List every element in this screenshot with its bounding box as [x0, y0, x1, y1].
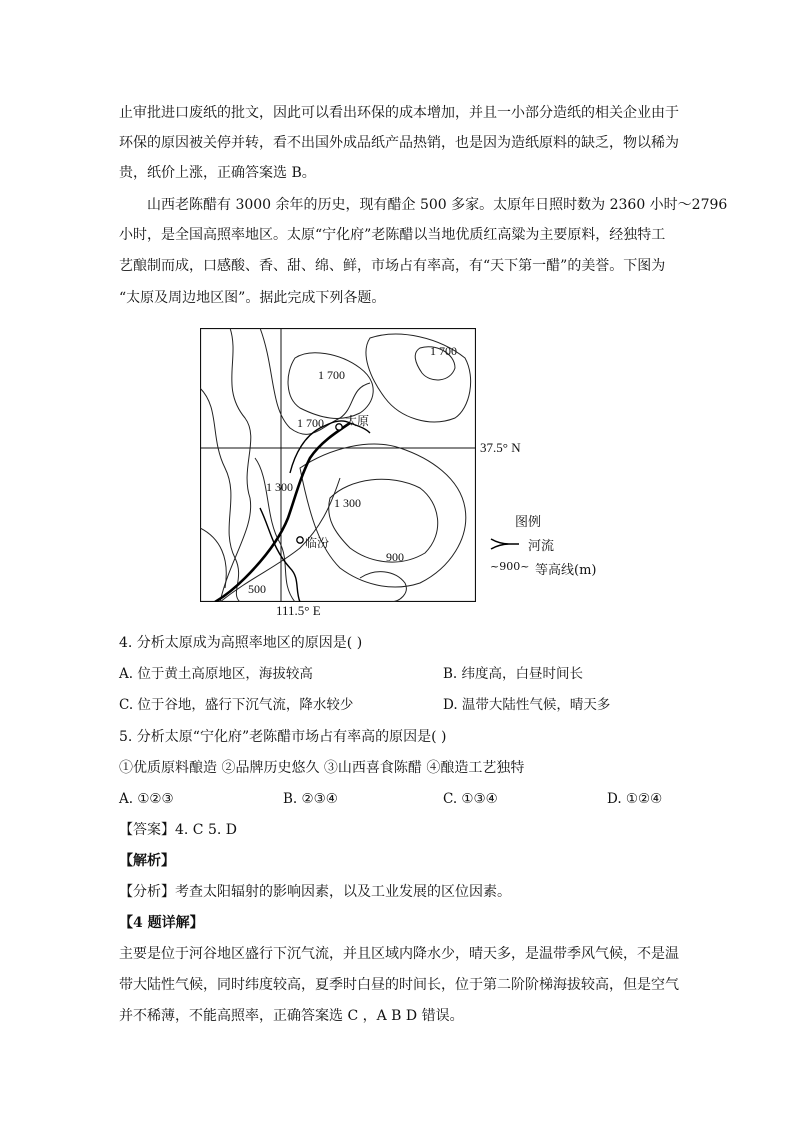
detail-header: 【4 题详解】 [119, 915, 204, 931]
q4-option-c: C. 位于谷地，盛行下沉气流，降水较少 [119, 697, 354, 713]
question-4-stem: 4. 分析太原成为高照率地区的原因是( ) [119, 635, 363, 651]
contour-label: 1 300 [266, 480, 293, 494]
passage-line-3: 艺酿制而成，口感酸、香、甜、绵、鲜，市场占有率高，有“天下第一醋”的美誉。下图为 [119, 258, 666, 274]
contour-label: 500 [248, 582, 266, 596]
city-linfen-label: 临汾 [305, 536, 330, 550]
latitude-label: 37.5° N [480, 440, 521, 455]
legend-title: 图例 [515, 515, 542, 530]
analysis-line: 【分析】考查太阳辐射的影响因素，以及工业发展的区位因素。 [119, 884, 511, 900]
legend-contour-sample: ~900~ [490, 560, 530, 573]
contour-label: 1 300 [334, 496, 361, 510]
intro-line-3: 贵，纸价上涨，正确答案选 B。 [119, 165, 316, 181]
passage-line-2: 小时，是全国高照率地区。太原“宁化府”老陈醋以当地优质红高粱为主要原料，经独特工 [119, 227, 666, 243]
analysis-header: 【解析】 [119, 853, 175, 869]
q5-option-a: A. ①②③ [119, 791, 174, 807]
detail-line-3: 并不稀薄，不能高照率，正确答案选 C ，A B D 错误。 [119, 1008, 464, 1024]
contour-label: 1 700 [430, 344, 457, 358]
contour-label: 900 [386, 550, 404, 564]
river-fen [215, 423, 350, 602]
detail-line-2: 带大陆性气候，同时纬度较高，夏季时白昼的时间长，位于第二阶阶梯海拔较高，但是空气 [119, 977, 679, 993]
q5-option-c: C. ①③④ [443, 791, 498, 807]
legend-river-label: 河流 [528, 539, 555, 554]
contour-label: 1 700 [318, 368, 345, 382]
contour-label: 1 700 [297, 416, 324, 430]
river-legend-icon [490, 537, 520, 551]
answer-line: 【答案】4. C 5. D [119, 822, 238, 838]
intro-line-2: 环保的原因被关停并转，看不出国外成品纸产品热销，也是因为造纸原料的缺乏，物以稀为 [119, 135, 679, 151]
detail-line-1: 主要是位于河谷地区盛行下沉气流，并且区域内降水少，晴天多，是温带季风气候，不是温 [119, 946, 679, 962]
legend-contour-label: 等高线(m) [535, 563, 597, 578]
q4-option-b: B. 纬度高，白昼时间长 [443, 666, 584, 682]
longitude-label: 111.5° E [276, 603, 321, 618]
passage-line-1: 山西老陈醋有 3000 余年的历史，现有醋企 500 多家。太原年日照时数为 2360 小时～2796 [147, 197, 728, 213]
intro-line-1: 止审批进口废纸的批文，因此可以看出环保的成本增加，并且一小部分造纸的相关企业由于 [119, 105, 679, 121]
q4-option-a: A. 位于黄土高原地区，海拔较高 [119, 666, 313, 682]
question-5-items: ①优质原料酿造 ②品牌历史悠久 ③山西喜食陈醋 ④酿造工艺独特 [119, 760, 525, 776]
taiyuan-marker [336, 424, 342, 430]
question-5-stem: 5. 分析太原“宁化府”老陈醋市场占有率高的原因是( ) [119, 729, 447, 745]
q4-option-d: D. 温带大陆性气候，晴天多 [443, 697, 611, 713]
linfen-marker [297, 537, 303, 543]
q5-option-d: D. ①②④ [607, 791, 663, 807]
q5-option-b: B. ②③④ [283, 791, 338, 807]
city-taiyuan-label: 太原 [345, 414, 370, 428]
taiyuan-map [200, 328, 476, 602]
passage-line-4: “太原及周边地区图”。据此完成下列各题。 [119, 290, 386, 306]
